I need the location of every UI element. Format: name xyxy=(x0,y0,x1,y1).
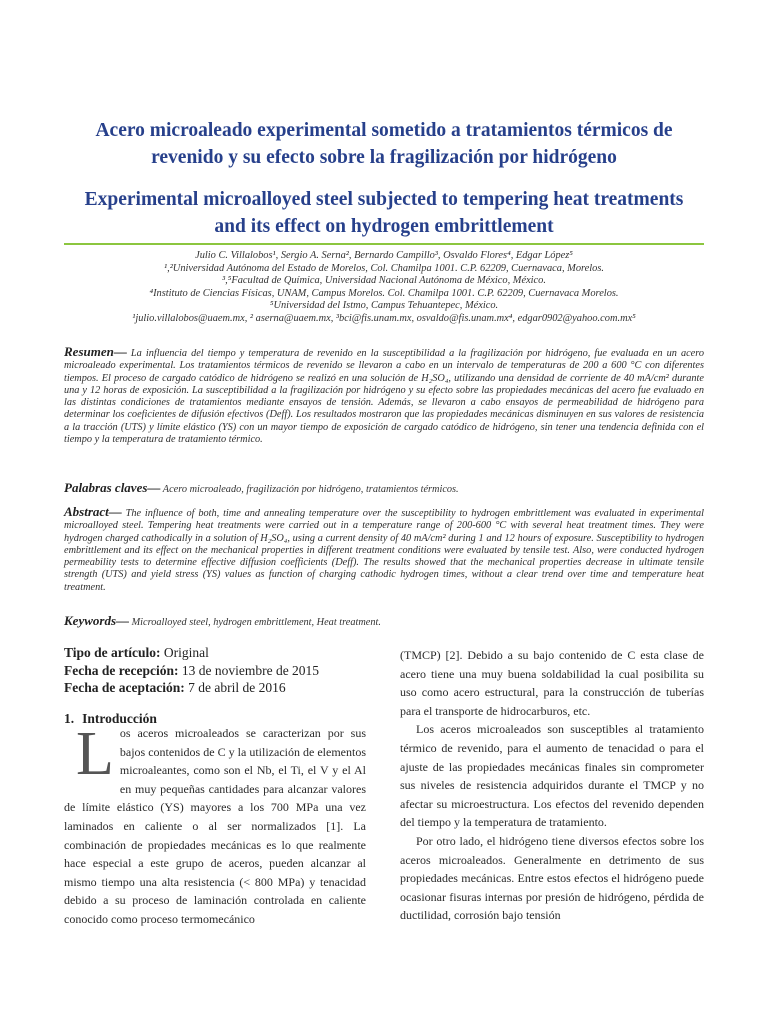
spanish-title-line-1: Acero microaleado experimental sometido a tratamientos térmicos de xyxy=(95,120,673,141)
accepted-date-label: Fecha de aceptación: xyxy=(64,680,185,695)
keywords-block xyxy=(64,614,704,629)
palabras-claves-label: Palabras claves— xyxy=(64,480,161,495)
abstract-text: The influence of both, time and annealing temperature over the susceptibility to hydrogen embrittlement was evaluated in experimental microalloyed steel. Tempering heat treatments were carried out in a temperature range of 200-600 °C with several heat treatment times. They were hydrogen charged cathodically in a solution of H₂SO₄, using a current density of 40 mA/cm² during 1 and 12 hours of exposure. Susceptibility to hydrogen embrittlement and its effect on the mechanical properties in different treatment conditions were evaluated by tensile test. Also, were conducted hydrogen permeability tests to determine effective diffusion coefficients (Deff). The results showed that the mechanical properties decrease in ultimate tensile strength (UTS) and yield stress (YS) values as function of charging cathodic hydrogen times, without a clear trend over time and temperature heat treatment. xyxy=(64,508,704,593)
resumen-block xyxy=(64,346,704,446)
english-title-line-2: and its effect on hydrogen embrittlement xyxy=(214,216,554,237)
english-title xyxy=(40,186,728,240)
resumen-label: Resumen— xyxy=(64,344,127,359)
affiliation-3: ⁴Instituto de Ciencias Físicas, UNAM, Campus Morelos. Col. Chamilpa 1001. C.P. 62209, Cuernavaca Morelos. xyxy=(149,287,619,299)
intro-paragraph-1 xyxy=(64,720,366,929)
article-meta xyxy=(64,644,319,697)
section-number: 1. xyxy=(64,711,75,726)
abstract-block xyxy=(64,506,704,594)
spanish-title xyxy=(40,117,728,171)
intro-paragraph-1-text: os aceros microaleados se caracterizan por sus bajos contenidos de C y la utilización de elementos microaleantes, como son el Nb, el Ti, el V y el Al en muy pequeñas cantidades para alcanzar valores de límite elástico (YS) mayores a los 700 MPa una vez laminados en caliente o al ser normalizados [1]. La combinación de propiedades mecánicas es lo que realmente hace especial a este grupo de aceros, pueden alcanzar al mismo tiempo una alta resistencia (< 800 MPa) y tenacidad debido a su proceso de laminación controlada en caliente conocido como proceso termomecánico xyxy=(64,726,366,926)
received-date-label: Fecha de recepción: xyxy=(64,662,179,678)
palabras-claves-block xyxy=(64,481,704,496)
spanish-title-line-2: revenido y su efecto sobre la fragilización por hidrógeno xyxy=(151,147,617,168)
abstract-label: Abstract— xyxy=(64,504,122,519)
article-type-row xyxy=(64,644,319,662)
palabras-claves-text: Acero microaleado, fragilización por hidrógeno, tratamientos térmicos. xyxy=(162,484,459,495)
right-column xyxy=(400,646,704,925)
intro-paragraph-4: Por otro lado, el hidrógeno tiene diversos efectos sobre los aceros microaleados. Generalmente en detrimento de sus propiedades mecánicas. Entre estos efectos el hidrógeno puede ocasionar fisuras internas por presión de hidrógeno, pérdida de ductilidad, corrosión bajo tensión xyxy=(400,833,704,923)
affiliation-1: ¹,²Universidad Autónoma del Estado de Morelos, Col. Chamilpa 1001. C.P. 62209, Cuernavaca, Morelos. xyxy=(163,262,605,274)
intro-paragraph-3: Los aceros microaleados son susceptibles al tratamiento térmico de revenido, para el aumento de tenacidad o para el ajuste de las propiedades mecánicas finales sin comprometer sus niveles de resistencia adquiridos durante el TMCP y no afectar su microestructura. Los efectos del revenido dependen del tiempo y la temperatura de tratamiento. xyxy=(400,722,704,830)
resumen-text: La influencia del tiempo y temperatura de revenido en la susceptibilidad a la fragilización por hidrógeno, fue evaluada en un acero microaleado experimental. Los tratamientos térmicos de revenido se llevaron a cabo en un intervalo de temperaturas de 200 a 600 °C con diferentes tiempos. El proceso de cargado catódico de hidrógeno se realizó en una solución de H₂SO₄, utilizando una densidad de corriente de 40 mA/cm² durante una y 12 horas de exposición. La susceptibilidad a la fragilización por hidrógeno y su efecto sobre las propiedades mecánicas del acero fue evaluado en las distintas condiciones de tratamientos mediante ensayos de tensión. Además, se llevaron a cabo ensayos de permeabilidad de hidrógeno para determinar los coeficientes de difusión efectivos (Deff). Los resultados mostraron que las propiedades mecánicas disminuyen en sus valores de resistencia a la tracción (UTS) y límite elástico (YS) con un mayor tiempo de exposición de cargado catódico de hidrógeno, sin tener una tendencia definida con el tiempo y la temperatura de tratamiento térmico. xyxy=(64,348,705,446)
english-title-line-1: Experimental microalloyed steel subjected to tempering heat treatments xyxy=(84,189,684,210)
article-type-label: Tipo de artículo: xyxy=(64,645,161,660)
affiliation-2: ³,⁵Facultad de Química, Universidad Nacional Autónoma de México, México. xyxy=(222,275,546,287)
intro-paragraph-2: (TMCP) [2]. Debido a su bajo contenido de C esta clase de acero tiene una muy buena soldabilidad la cual posibilita su uso como acero estructural, para la construcción de tuberías para el transporte de hidrocarburos, etc. xyxy=(400,648,704,718)
article-type-value: Original xyxy=(163,645,209,660)
drop-cap: L xyxy=(76,720,114,788)
green-divider xyxy=(64,243,704,245)
keywords-text: Microalloyed steel, hydrogen embrittlement, Heat treatment. xyxy=(131,617,381,628)
left-column xyxy=(64,720,366,929)
accepted-date-value: 7 de abril de 2016 xyxy=(188,680,286,695)
affiliation-4: ⁵Universidad del Istmo, Campus Tehuantepec, México. xyxy=(269,300,499,312)
authors-block xyxy=(50,250,718,326)
received-date-row xyxy=(64,662,319,680)
received-date-value: 13 de noviembre de 2015 xyxy=(181,662,320,678)
accepted-date-row xyxy=(64,679,319,697)
keywords-label: Keywords— xyxy=(64,613,129,628)
author-list: Julio C. Villalobos¹, Sergio A. Serna², Bernardo Campillo³, Osvaldo Flores⁴, Edgar López⁵ xyxy=(195,250,573,261)
author-emails: ¹julio.villalobos@uaem.mx, ² aserna@uaem.mx, ³bci@fis.unam.mx, osvaldo@fis.unam.mx⁴, edgar0902@yahoo.com.mx⁵ xyxy=(132,312,636,324)
section-title: Introducción xyxy=(82,711,157,726)
